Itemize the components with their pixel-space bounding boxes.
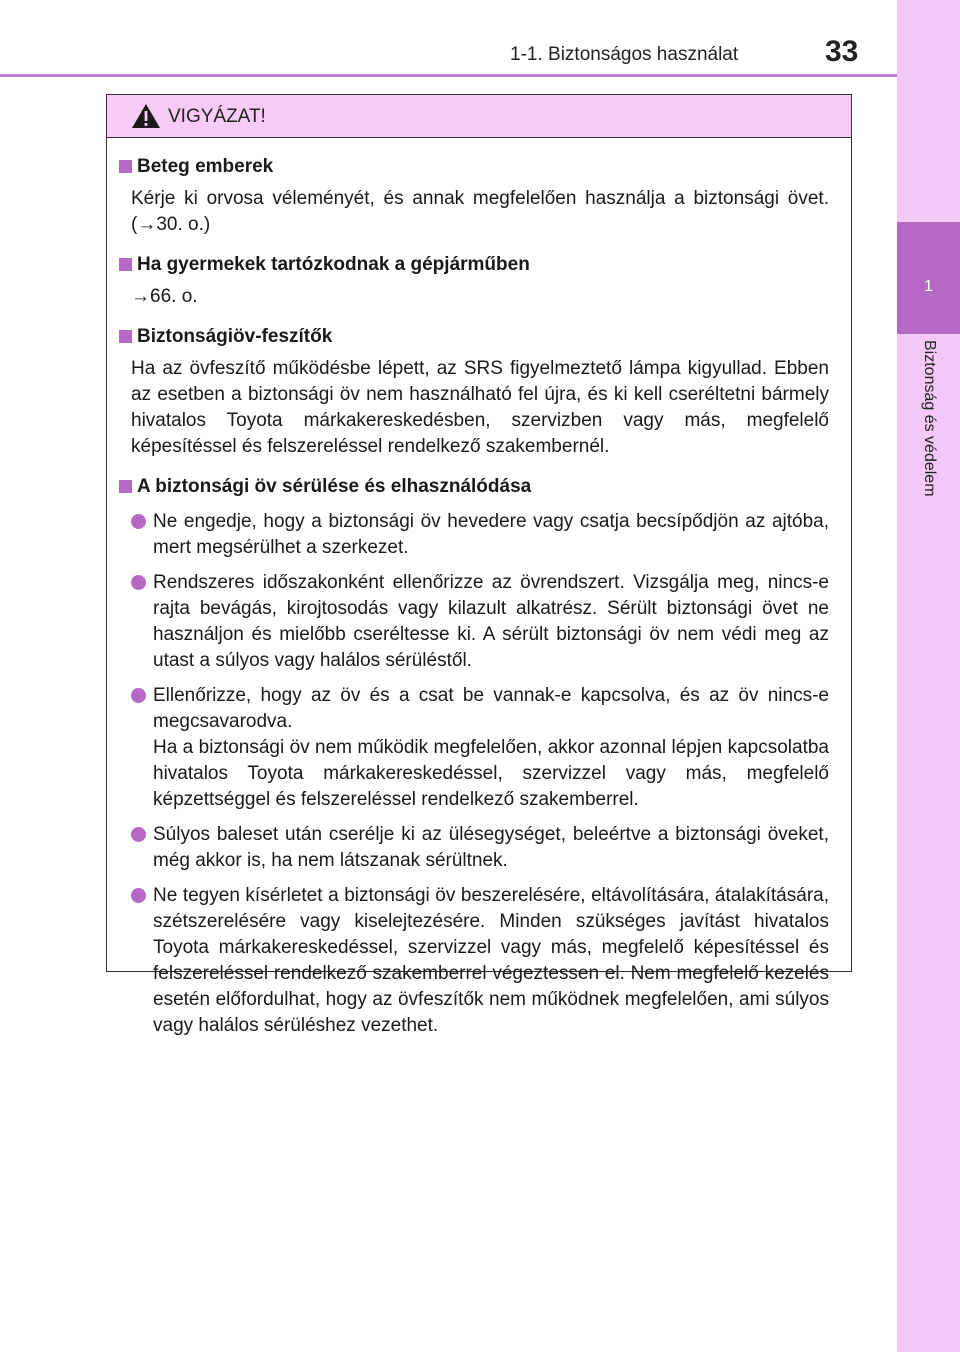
section-title: 1-1. Biztonságos használat [510,44,739,65]
list-item [131,570,829,674]
square-bullet-icon [119,160,132,173]
section-heading: Ha gyermekek tartózkodnak a gépjárműben [137,254,530,275]
circle-bullet-icon [131,575,146,590]
section-text: Ha az övfeszítő működésbe lépett, az SRS figyelmeztető lámpa kigyullad. Ebben az esetben a biztonsági öv nem használható fel újra, és ki kell cseréltetni bármely hivatalos Toyota márkakereskedésben, szervizben vagy más, megfelelő képesítéssel és felszereléssel rendelkező szakembernél. [131,358,829,457]
list-item-text: Ne tegyen kísérletet a biztonsági öv beszerelésére, eltávolítására, átalakítására, szétszerelésére vagy kiselejtezésére. Minden szükséges javítást hivatalos Toyota márkakereskedéssel, szervizzel vagy más, megfelelő képesítéssel és felszereléssel rendelkező szakemberrel végeztessen el. Nem megfelelő kezelés esetén előfordulhat, hogy az övfeszítők nem működnek megfelelően, ami súlyos vagy halálos sérüléshez vezethet. [153,885,829,1036]
section-heading: Beteg emberek [137,156,274,177]
section-pretensioners [107,324,851,460]
section-text: Kérje ki orvosa véleményét, és annak megfelelően használja a biztonsági övet. (→30. o.) [131,188,829,235]
page-number: 33 [825,35,859,68]
square-bullet-icon [119,330,132,343]
square-bullet-icon [119,258,132,271]
chapter-side-tab [897,0,960,1352]
list-item [131,509,829,561]
list-item [131,822,829,874]
warning-title: VIGYÁZAT! [168,106,266,127]
chapter-number: 1 [924,278,933,295]
section-heading: A biztonsági öv sérülése és elhasználódása [137,476,532,497]
warning-triangle-icon [131,103,161,129]
section-belt-damage [107,474,851,1039]
circle-bullet-icon [131,514,146,529]
section-sick-people [107,154,851,238]
square-bullet-icon [119,480,132,493]
list-item-text-continued: Ha a biztonsági öv nem működik megfelelően, akkor azonnal lépjen kapcsolatba hivatalos Toyota márkakereskedéssel, szervizzel vagy más, megfelelő képzettséggel és felszereléssel rendelkező szakemberrel. [153,737,829,810]
list-item-text: Ellenőrizze, hogy az öv és a csat be vannak-e kapcsolva, és az öv nincs-e megcsavarodva. [153,685,829,732]
warning-box [106,94,852,1036]
list-item-text: Súlyos baleset után cserélje ki az ülésegységet, beleértve a biztonsági öveket, még akkor is, ha nem látszanak sérültnek. [153,824,829,871]
page-reference-link[interactable]: →66. o. [131,286,198,307]
list-item [131,683,829,813]
warning-header [107,95,851,138]
list-item [131,883,829,1039]
chapter-label: Biztonság és védelem [921,340,938,497]
section-heading: Biztonságiöv-feszítők [137,326,333,347]
list-item-text: Ne engedje, hogy a biztonsági öv hevedere vagy csatja becsípődjön az ajtóba, mert megsérülhet a szerkezet. [153,511,829,558]
section-children [107,252,851,310]
chapter-number-tab [897,222,960,334]
list-item-text: Rendszeres időszakonként ellenőrizze az övrendszert. Vizsgálja meg, nincs-e rajta bevágás, kirojtosodás vagy kilazult alkatrész. Sérült biztonsági övet ne használjon és mielőbb cseréltesse ki. A sérült biztonsági öv nem védi meg az utast a súlyos vagy halálos sérüléstől. [153,572,829,671]
warning-content [107,138,851,1039]
header-rule [0,74,897,77]
circle-bullet-icon [131,688,146,703]
circle-bullet-icon [131,888,146,903]
circle-bullet-icon [131,827,146,842]
